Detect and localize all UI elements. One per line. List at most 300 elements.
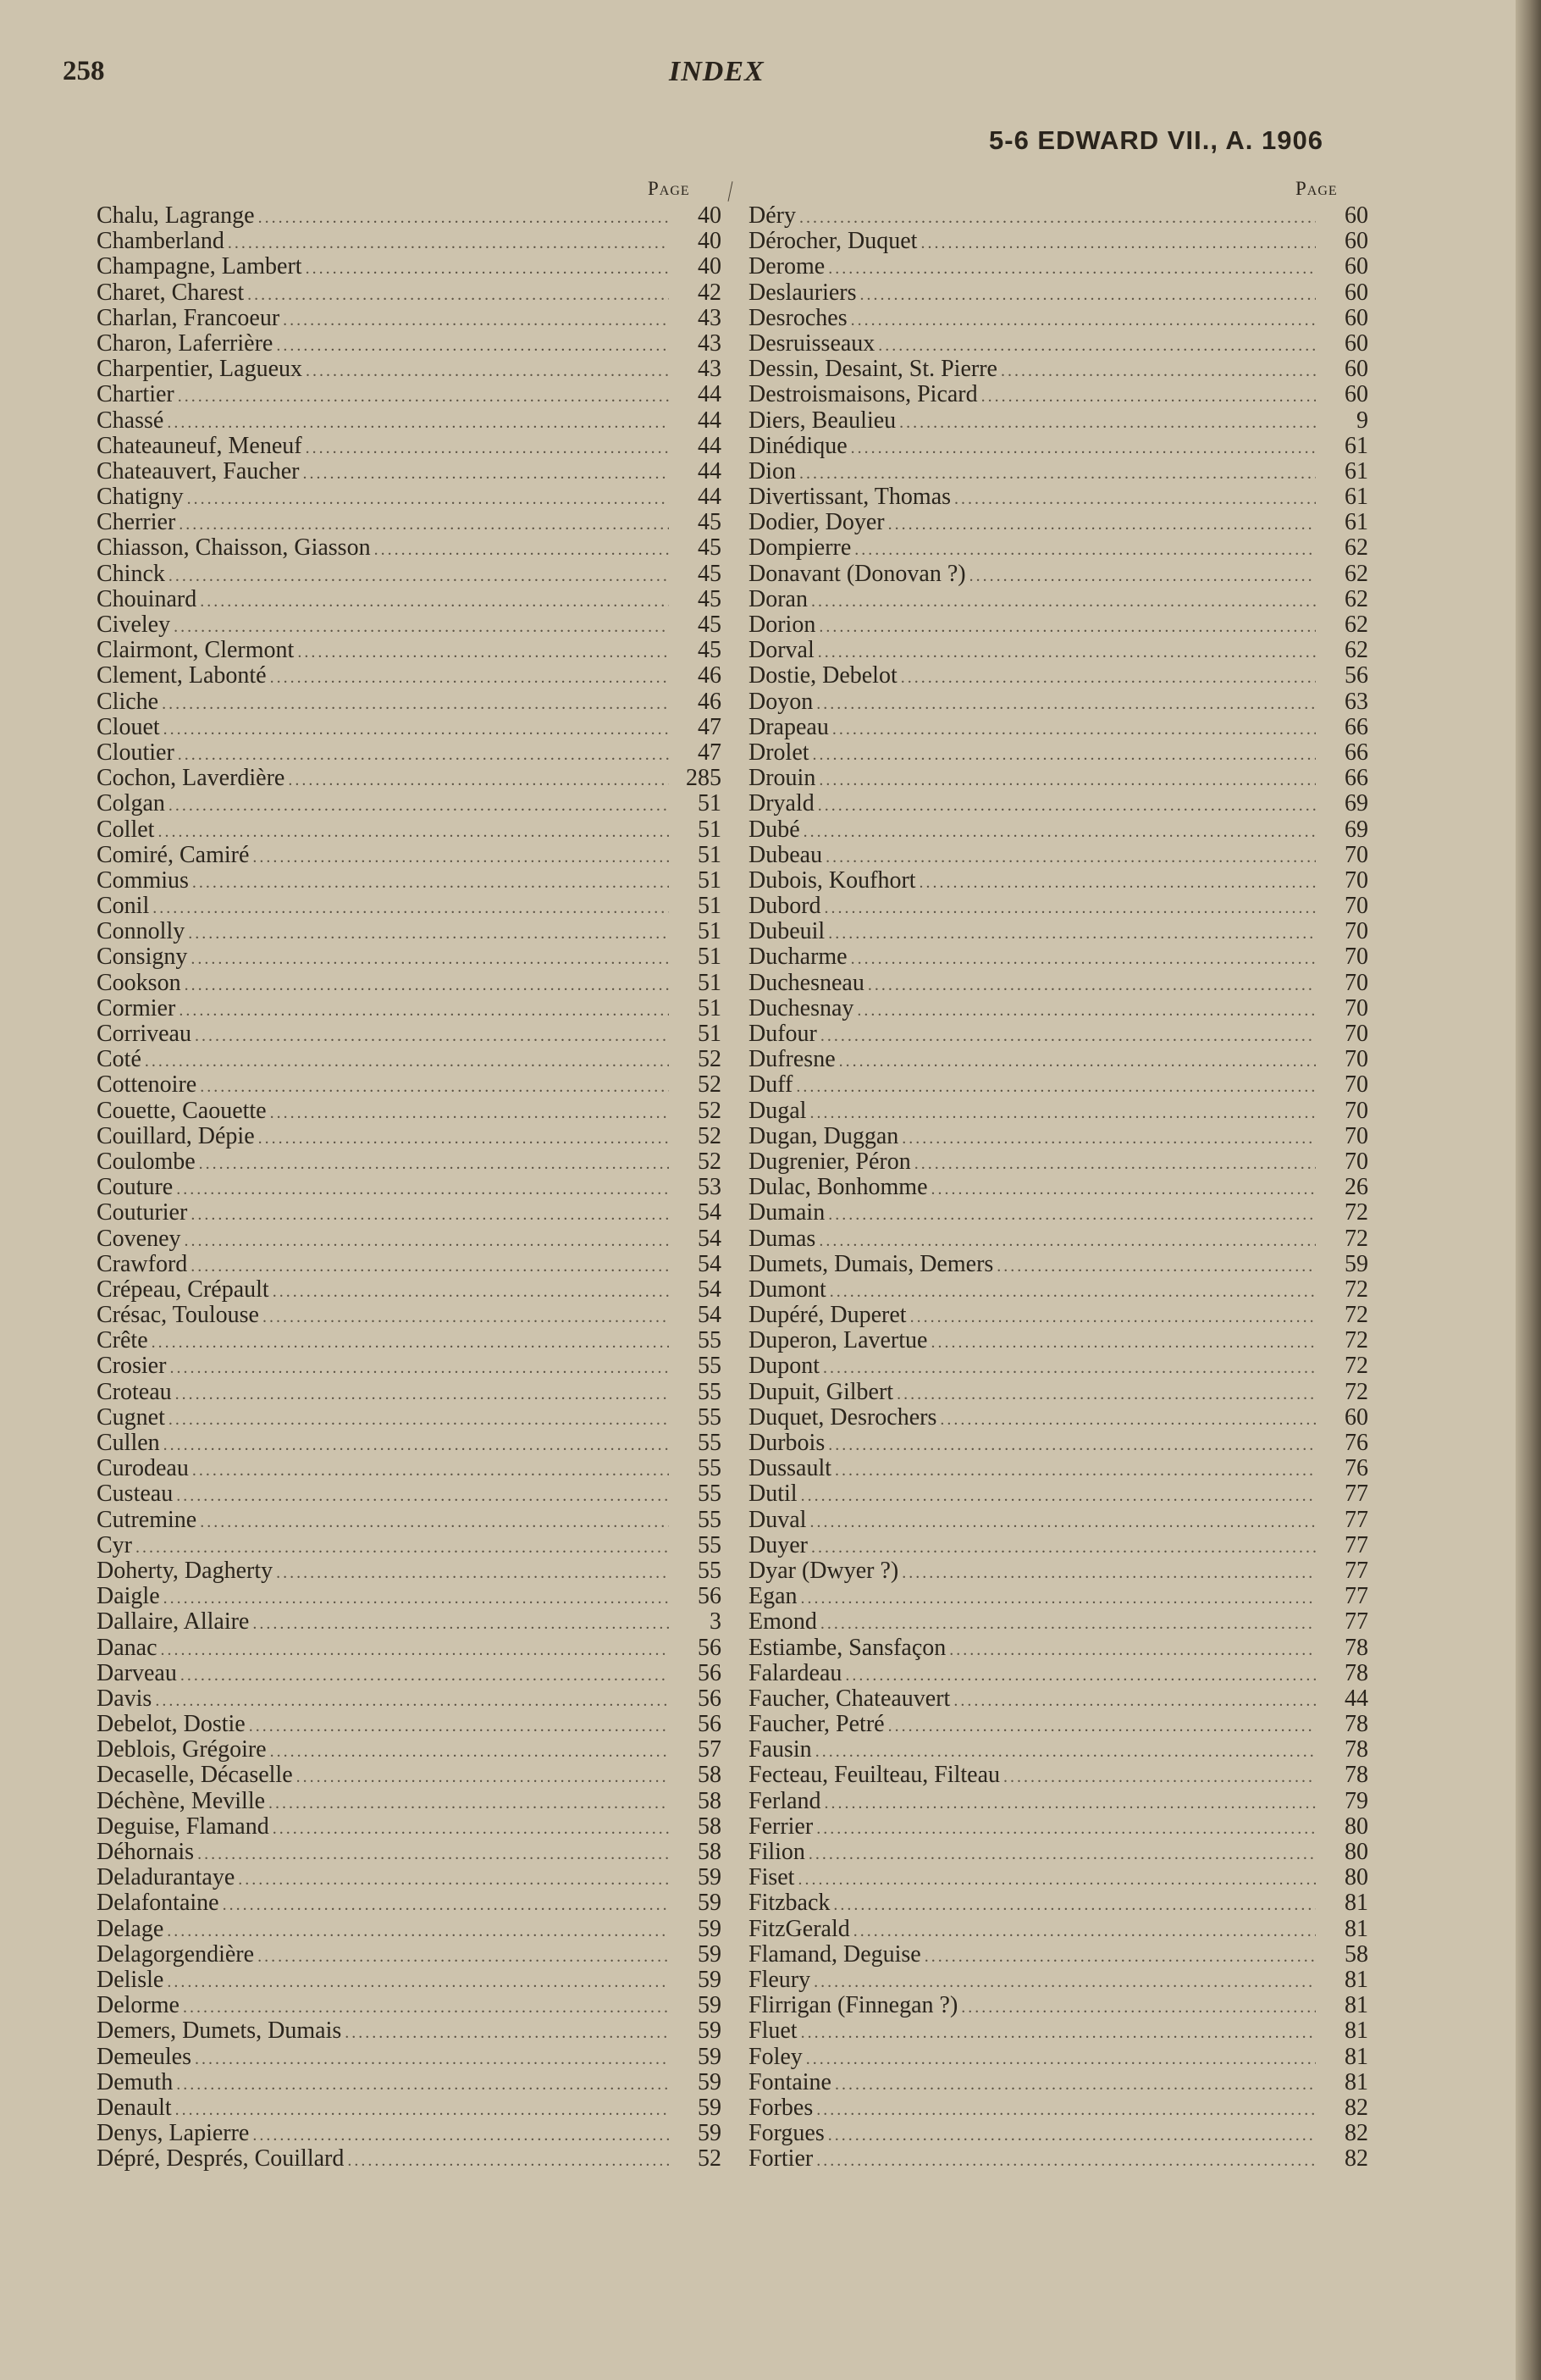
leader-dots: [845, 1663, 1316, 1688]
entry-page-number: 77: [1345, 1608, 1368, 1636]
index-entry: [97, 229, 721, 254]
index-entry: [97, 1865, 721, 1890]
entry-page-number: 51: [698, 994, 721, 1021]
index-entry: [97, 1099, 721, 1124]
entry-name: Déry: [748, 202, 796, 229]
column-divider: [728, 181, 733, 202]
leader-dots: [832, 717, 1316, 742]
index-entry: [97, 1380, 721, 1405]
leader-dots: [175, 2097, 669, 2123]
leader-dots: [820, 1611, 1316, 1636]
index-entry: [97, 459, 721, 484]
entry-page-number: 9: [1356, 407, 1368, 434]
entry-page-number: 81: [1345, 2068, 1368, 2095]
entry-page-number: 81: [1345, 1890, 1368, 1917]
leader-dots: [823, 1355, 1316, 1381]
leader-dots: [868, 972, 1316, 998]
index-entry: [748, 280, 1368, 306]
entry-page-number: 59: [698, 1940, 721, 1968]
entry-page-number: 66: [1345, 739, 1368, 766]
entry-page-number: 72: [1345, 1353, 1368, 1380]
leader-dots: [801, 2020, 1316, 2045]
entry-name: Deguise, Flamand: [97, 1813, 269, 1840]
entry-name: Fausin: [748, 1736, 812, 1763]
leader-dots: [223, 1892, 669, 1918]
entry-page-number: 51: [698, 866, 721, 894]
entry-name: Deslauriers: [748, 279, 857, 306]
entry-name: Danac: [97, 1634, 157, 1661]
entry-name: Faucher, Chateauvert: [748, 1685, 951, 1712]
entry-page-number: 46: [698, 662, 721, 689]
leader-dots: [811, 589, 1316, 614]
entry-name: Dépré, Després, Couillard: [97, 2145, 345, 2172]
entry-name: Collet: [97, 816, 155, 843]
session-heading: 5-6 EDWARD VII., A. 1906: [989, 125, 1323, 155]
entry-page-number: 70: [1345, 994, 1368, 1021]
entry-page-number: 54: [698, 1276, 721, 1303]
index-entry: [97, 944, 721, 970]
leader-dots: [273, 1816, 669, 1841]
index-entry: [748, 510, 1368, 535]
index-entry: [748, 229, 1368, 254]
leader-dots: [835, 1458, 1316, 1483]
entry-page-number: 54: [698, 1302, 721, 1329]
index-entry: [97, 484, 721, 510]
index-entry: [748, 1405, 1368, 1431]
entry-name: Déchène, Meville: [97, 1787, 266, 1814]
leader-dots: [813, 742, 1316, 767]
index-entry: [748, 612, 1368, 638]
leader-dots: [830, 1279, 1316, 1304]
entry-name: Cormier: [97, 994, 176, 1021]
entry-page-number: 55: [698, 1403, 721, 1431]
entry-name: Cugnet: [97, 1403, 165, 1431]
leader-dots: [799, 205, 1316, 230]
entry-name: Fecteau, Feuilteau, Filteau: [748, 1762, 1001, 1789]
index-entry: [748, 203, 1368, 229]
entry-page-number: 82: [1345, 2094, 1368, 2121]
index-entry: [748, 1277, 1368, 1303]
index-entry: [97, 689, 721, 715]
leader-dots: [296, 1764, 669, 1790]
leader-dots: [163, 1586, 669, 1611]
entry-page-number: 59: [698, 2120, 721, 2147]
index-entry: [748, 587, 1368, 612]
index-entry: [748, 562, 1368, 587]
entry-name: Chassé: [97, 407, 164, 434]
entry-name: Dumets, Dumais, Demers: [748, 1250, 994, 1277]
entry-name: Falardeau: [748, 1659, 842, 1686]
index-entry: [748, 919, 1368, 944]
entry-name: Chateauneuf, Meneuf: [97, 432, 302, 459]
entry-page-number: 285: [686, 765, 721, 792]
index-entry: [97, 1252, 721, 1277]
entry-name: Demeules: [97, 2043, 191, 2070]
leader-dots: [953, 1688, 1316, 1713]
leader-dots: [925, 1944, 1316, 1969]
entry-page-number: 51: [698, 816, 721, 843]
entry-page-number: 60: [1345, 356, 1368, 383]
entry-page-number: 77: [1345, 1583, 1368, 1610]
entry-name: Ferrier: [748, 1813, 814, 1840]
entry-page-number: 58: [698, 1813, 721, 1840]
entry-page-number: 61: [1345, 457, 1368, 484]
index-entry: [748, 2095, 1368, 2121]
entry-name: Cyr: [97, 1531, 132, 1558]
entry-name: Emond: [748, 1608, 817, 1636]
leader-dots: [901, 665, 1316, 690]
entry-name: Dugal: [748, 1097, 807, 1124]
leader-dots: [1001, 358, 1316, 384]
index-entry: [748, 1789, 1368, 1814]
index-entry: [97, 1047, 721, 1072]
leader-dots: [920, 870, 1316, 895]
leader-dots: [981, 384, 1316, 409]
index-entry: [748, 766, 1368, 791]
entry-name: Cliche: [97, 688, 159, 715]
leader-dots: [819, 614, 1316, 639]
entry-name: Desruisseaux: [748, 329, 875, 357]
index-entry: [97, 1558, 721, 1584]
entry-name: Chamberland: [97, 228, 224, 255]
leader-dots: [920, 230, 1316, 256]
entry-name: Dorion: [748, 612, 816, 638]
entry-page-number: 60: [1345, 1403, 1368, 1431]
entry-name: Crawford: [97, 1250, 188, 1277]
entry-name: Delafontaine: [97, 1890, 219, 1917]
leader-dots: [276, 333, 669, 358]
entry-page-number: 46: [698, 688, 721, 715]
entry-name: Faucher, Petré: [748, 1711, 885, 1738]
entry-page-number: 82: [1345, 2120, 1368, 2147]
index-entry: [97, 2095, 721, 2121]
leader-dots: [888, 1713, 1316, 1739]
entry-name: Delisle: [97, 1966, 164, 1993]
entry-page-number: 55: [698, 1531, 721, 1558]
entry-name: Charlan, Francoeur: [97, 304, 280, 331]
leader-dots: [347, 2148, 669, 2173]
entry-name: Dompierre: [748, 534, 852, 562]
index-entry: [748, 254, 1368, 280]
leader-dots: [157, 819, 669, 844]
entry-name: Debelot, Dostie: [97, 1711, 246, 1738]
index-entry: [748, 638, 1368, 663]
index-entry: [97, 1737, 721, 1763]
leader-dots: [902, 1126, 1316, 1151]
index-entry: [748, 2121, 1368, 2146]
leader-dots: [809, 1841, 1316, 1867]
index-entry: [97, 306, 721, 331]
leader-dots: [902, 1560, 1316, 1586]
entry-page-number: 43: [698, 304, 721, 331]
index-entry: [748, 944, 1368, 970]
leader-dots: [270, 665, 669, 690]
index-entry: [748, 1175, 1368, 1200]
entry-name: Dion: [748, 457, 796, 484]
entry-name: Custeau: [97, 1481, 174, 1508]
index-entry: [97, 1636, 721, 1661]
entry-page-number: 45: [698, 585, 721, 612]
entry-page-number: 60: [1345, 381, 1368, 408]
index-entry: [97, 1840, 721, 1865]
index-entry: [748, 996, 1368, 1021]
leader-dots: [816, 2097, 1316, 2123]
index-entry: [97, 1072, 721, 1098]
entry-name: Darveau: [97, 1659, 177, 1686]
index-entry: [748, 1917, 1368, 1942]
entry-page-number: 70: [1345, 1021, 1368, 1047]
entry-name: Drolet: [748, 739, 809, 766]
leader-dots: [135, 1535, 669, 1560]
entry-page-number: 52: [698, 1097, 721, 1124]
entry-name: Dallaire, Allaire: [97, 1608, 250, 1636]
entry-name: Coveney: [97, 1225, 181, 1252]
entry-name: Chatigny: [97, 484, 184, 511]
index-entry: [97, 1814, 721, 1840]
leader-dots: [176, 1483, 669, 1508]
leader-dots: [276, 1560, 669, 1586]
index-entry: [748, 1636, 1368, 1661]
entry-page-number: 78: [1345, 1736, 1368, 1763]
index-entry: [748, 2045, 1368, 2070]
leader-dots: [179, 998, 669, 1023]
index-entry: [97, 996, 721, 1021]
leader-dots: [273, 1279, 669, 1304]
index-entry: [97, 587, 721, 612]
entry-page-number: 54: [698, 1250, 721, 1277]
entry-page-number: 70: [1345, 866, 1368, 894]
index-entry: [748, 1712, 1368, 1737]
index-entry: [97, 1584, 721, 1609]
index-entry: [748, 434, 1368, 459]
entry-page-number: 72: [1345, 1276, 1368, 1303]
index-entry: [748, 1558, 1368, 1584]
entry-name: Dubeuil: [748, 918, 826, 945]
entry-page-number: 57: [698, 1736, 721, 1763]
entry-name: Clairmont, Clermont: [97, 637, 295, 664]
entry-page-number: 76: [1345, 1455, 1368, 1482]
leader-dots: [888, 512, 1316, 537]
leader-dots: [252, 2123, 669, 2148]
entry-page-number: 72: [1345, 1225, 1368, 1252]
entry-name: Couturier: [97, 1199, 188, 1226]
entry-page-number: 42: [698, 279, 721, 306]
index-entry: [748, 306, 1368, 331]
entry-page-number: 47: [698, 739, 721, 766]
entry-name: Ferland: [748, 1787, 821, 1814]
entry-page-number: 45: [698, 612, 721, 638]
entry-name: Chalu, Lagrange: [97, 202, 255, 229]
entry-name: Dupuit, Gilbert: [748, 1378, 894, 1405]
index-entry: [97, 2121, 721, 2146]
entry-name: Chiasson, Chaisson, Giasson: [97, 534, 371, 562]
index-entry: [97, 1277, 721, 1303]
entry-name: Cloutier: [97, 739, 174, 766]
leader-dots: [288, 767, 669, 793]
entry-name: Dufresne: [748, 1046, 836, 1073]
entry-page-number: 72: [1345, 1199, 1368, 1226]
entry-page-number: 44: [698, 407, 721, 434]
entry-page-number: 77: [1345, 1481, 1368, 1508]
leader-dots: [167, 1969, 669, 1995]
entry-page-number: 40: [698, 253, 721, 280]
entry-page-number: 72: [1345, 1378, 1368, 1405]
leader-dots: [257, 1944, 669, 1969]
left-page-column-label: Page: [648, 178, 690, 199]
entry-name: Dostie, Debelot: [748, 662, 898, 689]
leader-dots: [249, 1713, 669, 1739]
leader-dots: [799, 461, 1316, 486]
entry-name: Doran: [748, 585, 808, 612]
entry-page-number: 69: [1345, 790, 1368, 817]
entry-page-number: 56: [698, 1583, 721, 1610]
leader-dots: [185, 1228, 669, 1254]
leader-dots: [816, 691, 1316, 717]
entry-name: Dumas: [748, 1225, 816, 1252]
entry-name: Chateauvert, Faucher: [97, 457, 300, 484]
index-entry: [748, 484, 1368, 510]
index-entry: [748, 971, 1368, 996]
index-entry: [97, 331, 721, 357]
leader-dots: [174, 614, 669, 639]
entry-name: Cottenoire: [97, 1071, 197, 1099]
index-entry: [97, 1763, 721, 1788]
index-entry: [97, 1353, 721, 1379]
entry-page-number: 60: [1345, 253, 1368, 280]
leader-dots: [940, 1407, 1316, 1432]
entry-page-number: 56: [1345, 662, 1368, 689]
entry-page-number: 77: [1345, 1531, 1368, 1558]
entry-page-number: 51: [698, 841, 721, 868]
entry-page-number: 45: [698, 637, 721, 664]
entry-name: Curodeau: [97, 1455, 189, 1482]
leader-dots: [152, 1330, 669, 1355]
leader-dots: [228, 230, 669, 256]
entry-name: Dubé: [748, 816, 800, 843]
index-entry: [97, 1021, 721, 1047]
entry-name: Fleury: [748, 1966, 811, 1993]
index-entry: [748, 1942, 1368, 1968]
index-entry: [97, 1124, 721, 1149]
leader-dots: [374, 537, 669, 562]
index-entry: [97, 843, 721, 868]
entry-name: Consigny: [97, 944, 188, 971]
index-entry: [748, 1431, 1368, 1456]
entry-name: Chinck: [97, 560, 165, 587]
leader-dots: [200, 1074, 669, 1099]
index-entry: [97, 1686, 721, 1712]
index-entry: [748, 1252, 1368, 1277]
index-entry: [748, 740, 1368, 766]
entry-page-number: 78: [1345, 1659, 1368, 1686]
entry-page-number: 59: [698, 1915, 721, 1942]
entry-page-number: 44: [698, 484, 721, 511]
leader-dots: [252, 1611, 669, 1636]
index-entry: [748, 1456, 1368, 1481]
leader-dots: [175, 1381, 669, 1407]
leader-dots: [839, 1049, 1316, 1074]
entry-name: Croteau: [97, 1378, 172, 1405]
entry-page-number: 44: [698, 432, 721, 459]
entry-page-number: 78: [1345, 1762, 1368, 1789]
entry-name: Doyon: [748, 688, 814, 715]
entry-page-number: 52: [698, 1071, 721, 1099]
index-entry: [97, 868, 721, 894]
leader-dots: [168, 1407, 669, 1432]
leader-dots: [268, 1791, 669, 1816]
index-entry: [97, 1917, 721, 1942]
entry-page-number: 59: [698, 2094, 721, 2121]
entry-name: Estiambe, Sansfaçon: [748, 1634, 947, 1661]
index-entry: [748, 1072, 1368, 1098]
leader-dots: [796, 1074, 1316, 1099]
entry-name: Demuth: [97, 2068, 174, 2095]
entry-name: Dessin, Desaint, St. Pierre: [748, 356, 997, 383]
index-entry: [97, 1661, 721, 1686]
entry-name: Crosier: [97, 1353, 167, 1380]
leader-dots: [815, 1739, 1316, 1764]
leader-dots: [195, 1023, 669, 1049]
index-entry: [97, 254, 721, 280]
index-entry: [748, 868, 1368, 894]
leader-dots: [853, 1918, 1316, 1944]
entry-page-number: 70: [1345, 1097, 1368, 1124]
entry-name: Colgan: [97, 790, 165, 817]
entry-name: Charpentier, Lagueux: [97, 356, 303, 383]
entry-page-number: 55: [698, 1481, 721, 1508]
leader-dots: [176, 2072, 669, 2097]
leader-dots: [835, 2072, 1316, 2097]
entry-name: Corriveau: [97, 1021, 191, 1047]
index-entry: [748, 408, 1368, 434]
leader-dots: [809, 1509, 1316, 1535]
leader-dots: [183, 1995, 669, 2020]
entry-page-number: 52: [698, 1148, 721, 1175]
entry-page-number: 55: [698, 1327, 721, 1354]
entry-name: Doherty, Dagherty: [97, 1557, 273, 1584]
leader-dots: [270, 1739, 669, 1764]
entry-page-number: 70: [1345, 893, 1368, 920]
index-entry: [748, 1584, 1368, 1609]
entry-page-number: 78: [1345, 1711, 1368, 1738]
leader-dots: [828, 2123, 1316, 2148]
entry-page-number: 59: [1345, 1250, 1368, 1277]
leader-dots: [179, 512, 669, 537]
index-entry: [97, 1481, 721, 1507]
leader-dots: [191, 1254, 669, 1279]
entry-name: Diers, Beaulieu: [748, 407, 897, 434]
index-entry: [748, 459, 1368, 484]
entry-name: Donavant (Donovan ?): [748, 560, 966, 587]
leader-dots: [828, 1432, 1316, 1458]
leader-dots: [826, 844, 1316, 870]
entry-name: Duchesnay: [748, 994, 854, 1021]
page-edge: [1516, 0, 1541, 2380]
entry-name: Crépeau, Crépault: [97, 1276, 269, 1303]
leader-dots: [302, 461, 669, 486]
leader-dots: [854, 537, 1316, 562]
entry-page-number: 55: [698, 1353, 721, 1380]
index-entry: [748, 382, 1368, 407]
leader-dots: [818, 639, 1316, 665]
entry-page-number: 70: [1345, 841, 1368, 868]
index-entry: [97, 382, 721, 407]
entry-page-number: 60: [1345, 228, 1368, 255]
entry-page-number: 59: [698, 2017, 721, 2045]
entry-name: Cochon, Laverdière: [97, 765, 285, 792]
leader-dots: [200, 1509, 669, 1535]
index-entry: [748, 2018, 1368, 2044]
